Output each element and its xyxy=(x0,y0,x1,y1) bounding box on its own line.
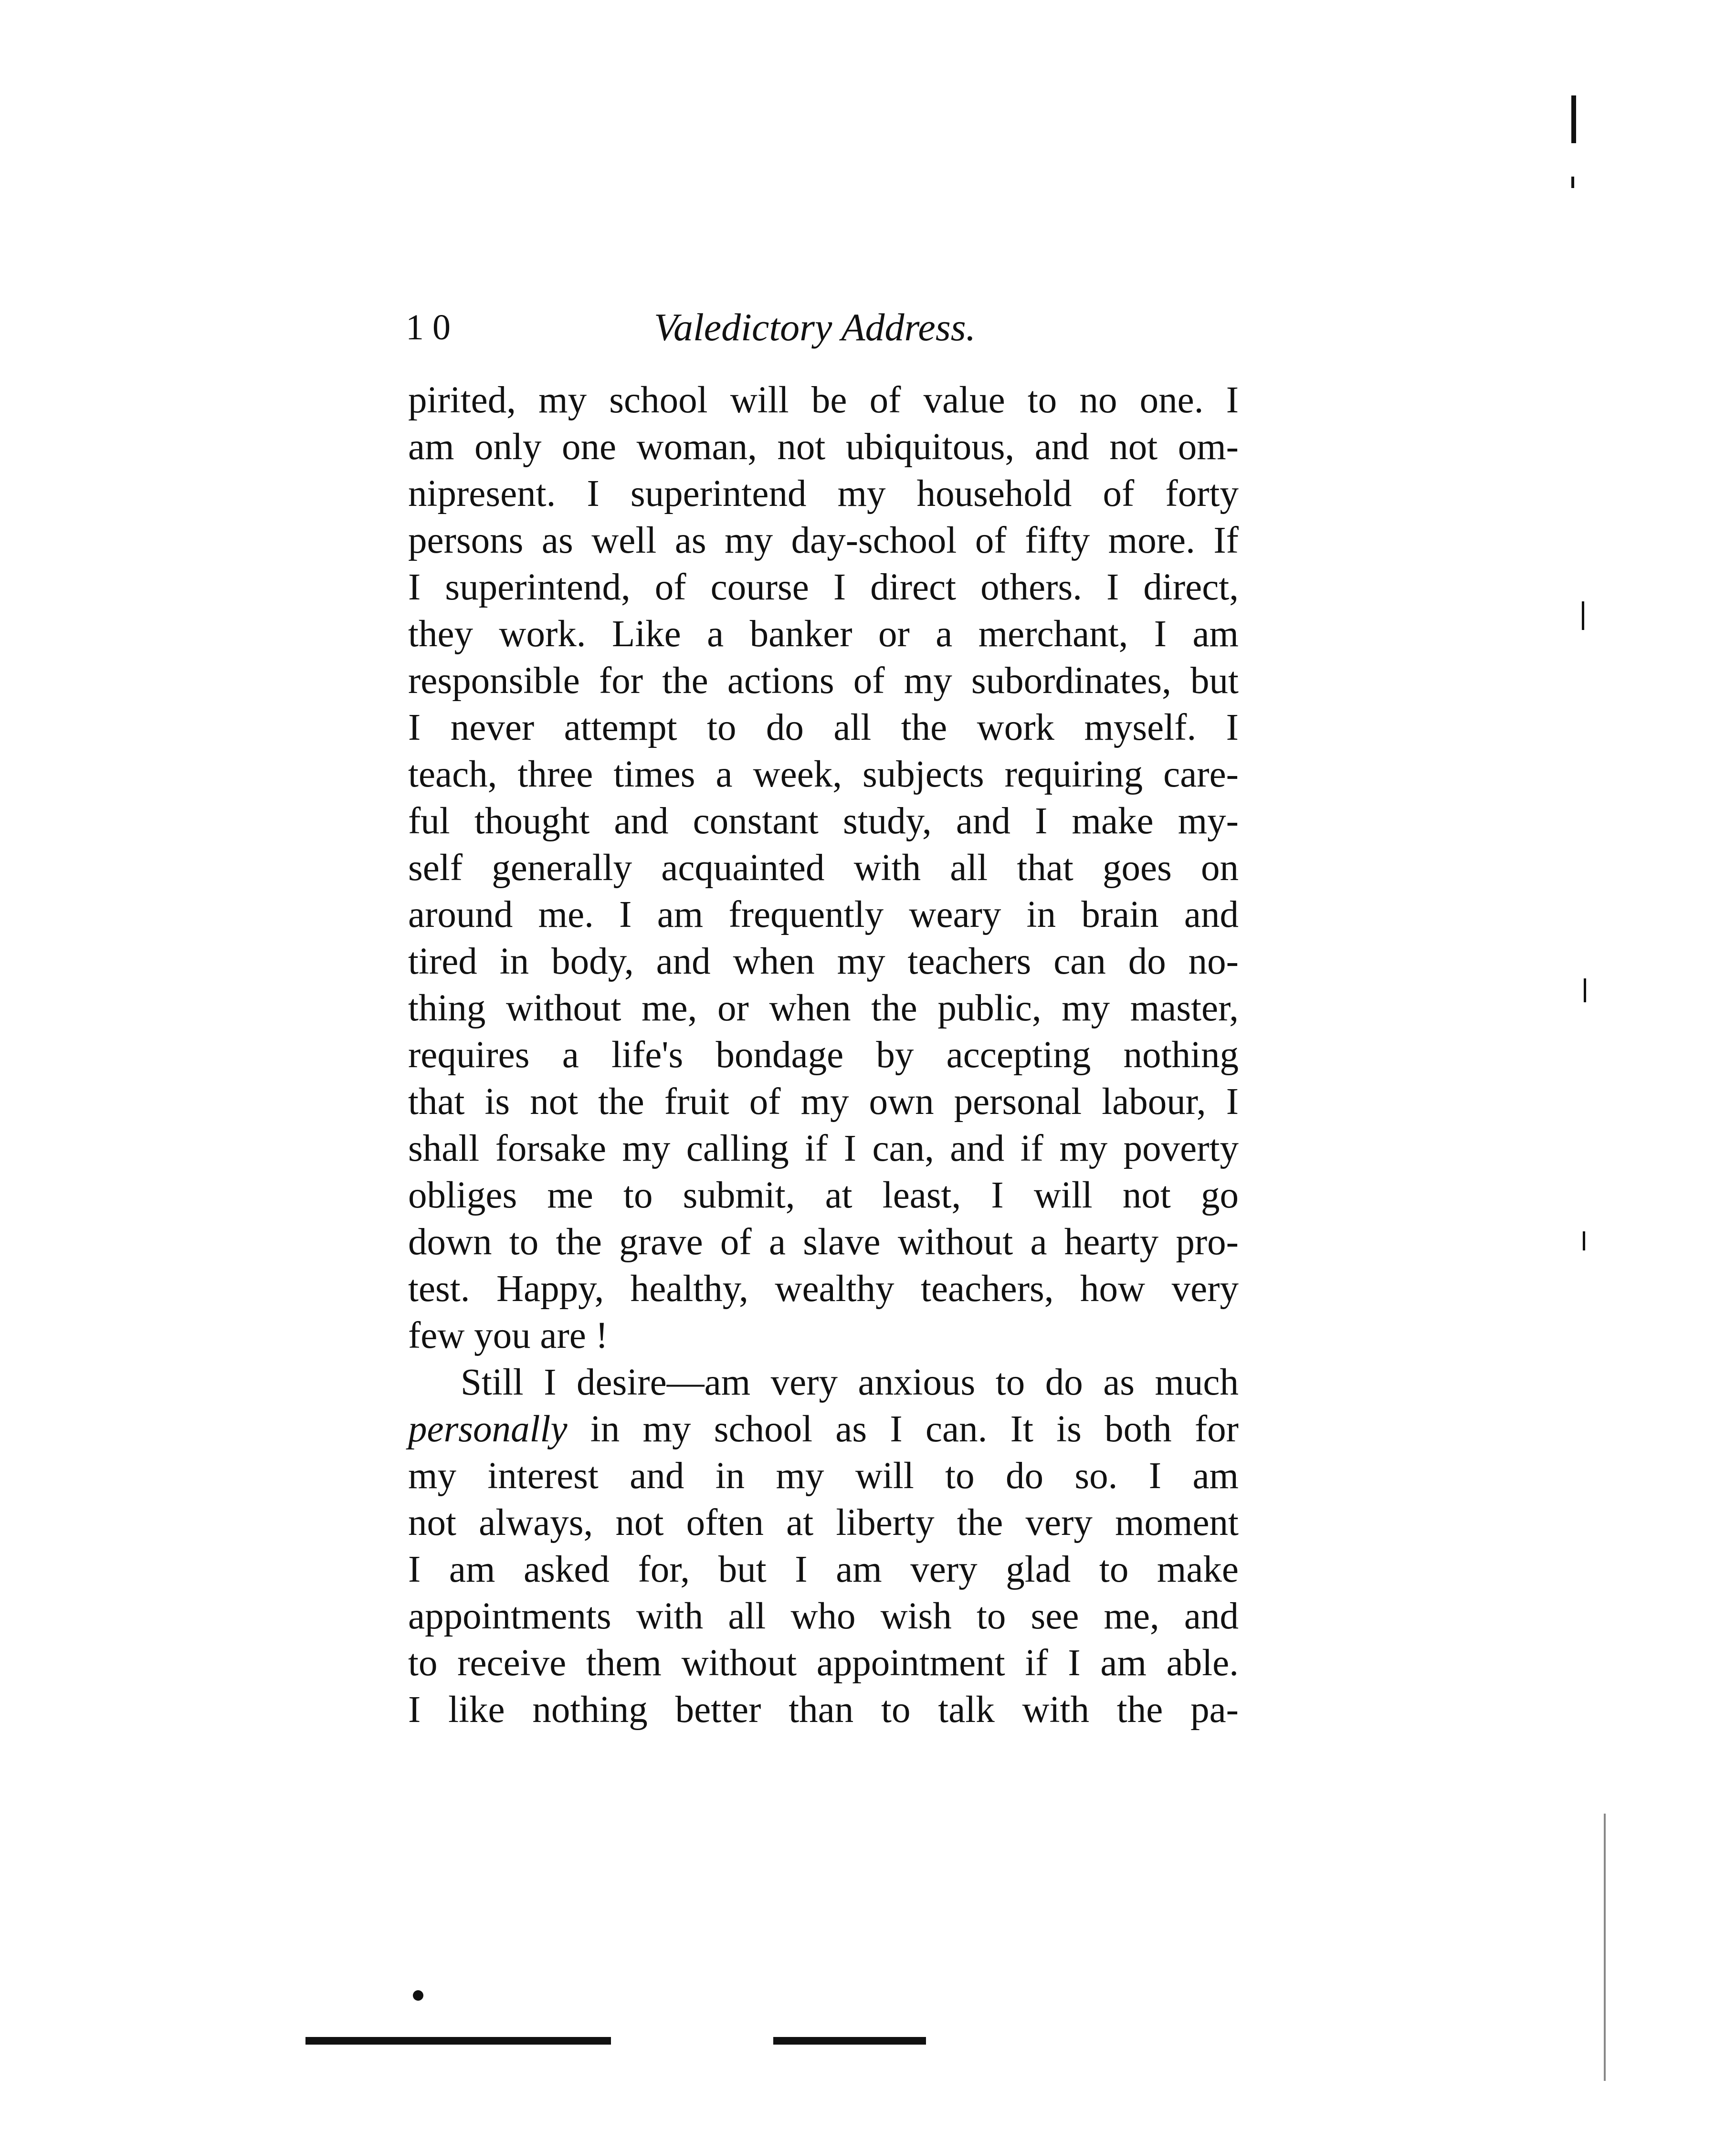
text-line: requires a life's bondage by accepting nothing xyxy=(408,1034,1239,1076)
text-line: that is not the fruit of my own personal labour, I xyxy=(408,1081,1239,1123)
text-line: teach, three times a week, subjects requiring care- xyxy=(408,754,1239,795)
text-line: to receive them without appointment if I am able. xyxy=(408,1642,1239,1684)
page-header xyxy=(406,304,1241,361)
text-line: persons as well as my day-school of fifty more. If xyxy=(408,520,1239,561)
text-line: around me. I am frequently weary in brain and xyxy=(408,894,1239,935)
text-line: pirited, my school will be of value to no one. I xyxy=(408,379,1239,421)
scan-page-edge xyxy=(1604,1814,1606,2081)
body-text xyxy=(408,377,1239,1733)
text-line: I am asked for, but I am very glad to make xyxy=(408,1549,1239,1590)
scan-artifact-mark xyxy=(1571,177,1574,188)
scan-artifact-mark xyxy=(1582,601,1584,630)
text-line: nipresent. I superintend my household of forty xyxy=(408,473,1239,514)
running-title: Valedictory Address. xyxy=(654,305,976,349)
text-line: test. Happy, healthy, wealthy teachers, how very xyxy=(408,1268,1239,1310)
text-line: ful thought and constant study, and I make my- xyxy=(408,800,1239,842)
text-line: I superintend, of course I direct others. I direct, xyxy=(408,567,1239,608)
text-line: not always, not often at liberty the very moment xyxy=(408,1502,1239,1543)
text-line: am only one woman, not ubiquitous, and not om- xyxy=(408,426,1239,468)
text-line: I like nothing better than to talk with the pa- xyxy=(408,1689,1239,1731)
scan-artifact-mark xyxy=(1571,95,1576,143)
bottom-rule-left xyxy=(305,2037,611,2045)
text-line: down to the grave of a slave without a hearty pro- xyxy=(408,1221,1239,1263)
bottom-rule-right xyxy=(773,2037,926,2045)
text-line: obliges me to submit, at least, I will not go xyxy=(408,1175,1239,1216)
scan-artifact-mark xyxy=(1584,978,1586,1002)
paragraph-2 xyxy=(408,1359,1239,1733)
page-number: 10 xyxy=(406,307,459,347)
text-line: shall forsake my calling if I can, and if my poverty xyxy=(408,1128,1239,1169)
text-line: they work. Like a banker or a merchant, I am xyxy=(408,613,1239,655)
text-line: responsible for the actions of my subordinates, but xyxy=(408,660,1239,702)
text-line: thing without me, or when the public, my master, xyxy=(408,987,1239,1029)
text-line: I never attempt to do all the work myself. I xyxy=(408,707,1239,748)
text-line: few you are ! xyxy=(408,1315,608,1356)
emphasized-word: personally xyxy=(408,1408,568,1450)
text-line: Still I desire—am very anxious to do as much xyxy=(461,1362,1239,1403)
text-line: self generally acquainted with all that goes on xyxy=(408,847,1239,889)
text-line: tired in body, and when my teachers can do no- xyxy=(408,941,1239,982)
text-line-rest: in my school as I can. It is both for xyxy=(567,1408,1239,1450)
text-line: my interest and in my will to do so. I am xyxy=(408,1455,1239,1497)
text-line: appointments with all who wish to see me, and xyxy=(408,1596,1239,1637)
scan-artifact-mark xyxy=(1583,1231,1585,1250)
text-line xyxy=(408,1406,1239,1453)
paragraph-1 xyxy=(408,377,1239,1359)
scan-artifact-dot xyxy=(413,1990,423,2001)
